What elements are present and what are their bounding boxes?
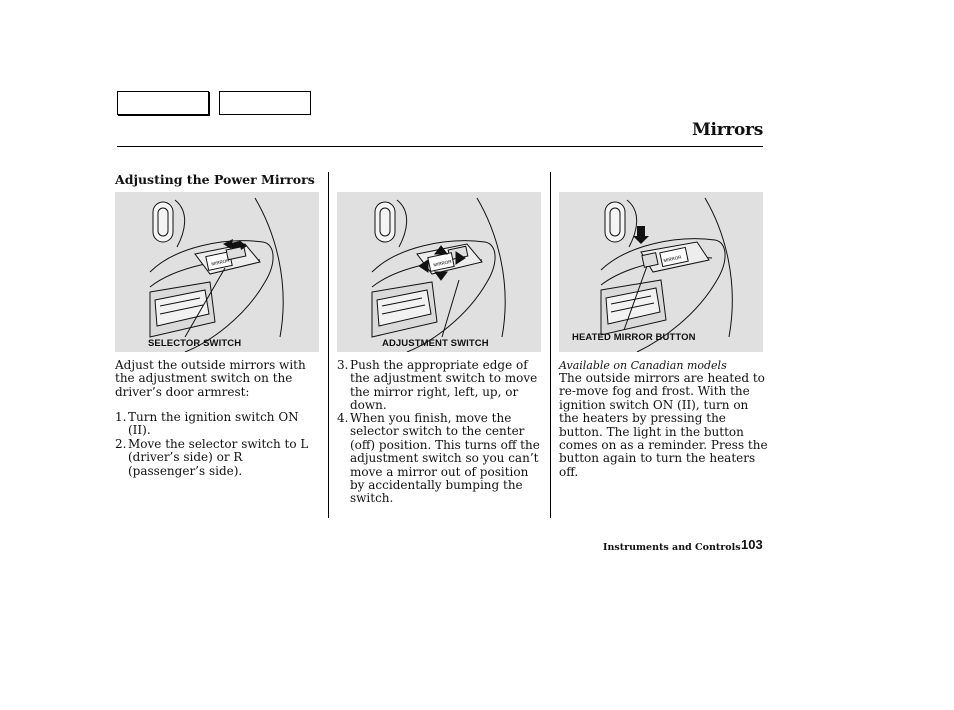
heated-mirror-illustration (559, 192, 763, 352)
step-item (115, 411, 320, 438)
step-number: 4. (337, 411, 349, 425)
step-number: 1. (115, 410, 127, 424)
nav-button-2[interactable] (219, 91, 311, 115)
column-divider (550, 172, 551, 518)
step-text: Move the selector switch to L (driver’s side) or R (passenger’s side). (128, 437, 309, 478)
step-number: 2. (115, 437, 127, 451)
step-number: 3. (337, 358, 349, 372)
figure-caption: HEATED MIRROR BUTTON (572, 332, 696, 343)
footer-section-name: Instruments and Controls (603, 542, 741, 553)
step-text: Push the appropriate edge of the adjustment switch to move the mirror right, left, up, or down. (350, 358, 538, 413)
figure-caption: SELECTOR SWITCH (148, 338, 242, 349)
nav-button-1[interactable] (117, 91, 209, 115)
step-text: When you finish, move the selector switch to the center (off) position. This turns off the adjustment switch so you can’t move a mirror out of position by accidentally bumping the switch. (350, 411, 540, 506)
step-item (337, 359, 542, 413)
section-heading: Adjusting the Power Mirrors (115, 172, 315, 187)
figure-caption: ADJUSTMENT SWITCH (382, 338, 489, 349)
armrest-drawing (115, 192, 319, 352)
adjustment-switch-illustration (337, 192, 541, 352)
intro-paragraph: Adjust the outside mirrors with the adjustment switch on the driver’s door armrest: (115, 358, 306, 399)
selector-switch-illustration (115, 192, 319, 352)
switch-label: MIRROR (210, 257, 230, 267)
step-item (337, 412, 542, 506)
switch-label: MIRROR (663, 254, 682, 264)
page-number: 103 (741, 537, 763, 552)
column-divider (328, 172, 329, 518)
armrest-drawing (337, 192, 541, 352)
availability-note: Available on Canadian models (559, 359, 727, 372)
header-rule (117, 146, 763, 147)
step-item (115, 438, 320, 478)
page-title: Mirrors (692, 120, 763, 140)
step-text: Turn the ignition switch ON (II). (128, 410, 299, 438)
heated-mirror-paragraph: The outside mirrors are heated to re-move fog and frost. With the ignition switch ON (II), turn on the heaters by pressing the button. The light in the button comes on as a reminder. Press the button again to turn the heaters off. (559, 371, 768, 479)
armrest-drawing (559, 192, 763, 352)
switch-label: MIRROR (432, 258, 452, 268)
